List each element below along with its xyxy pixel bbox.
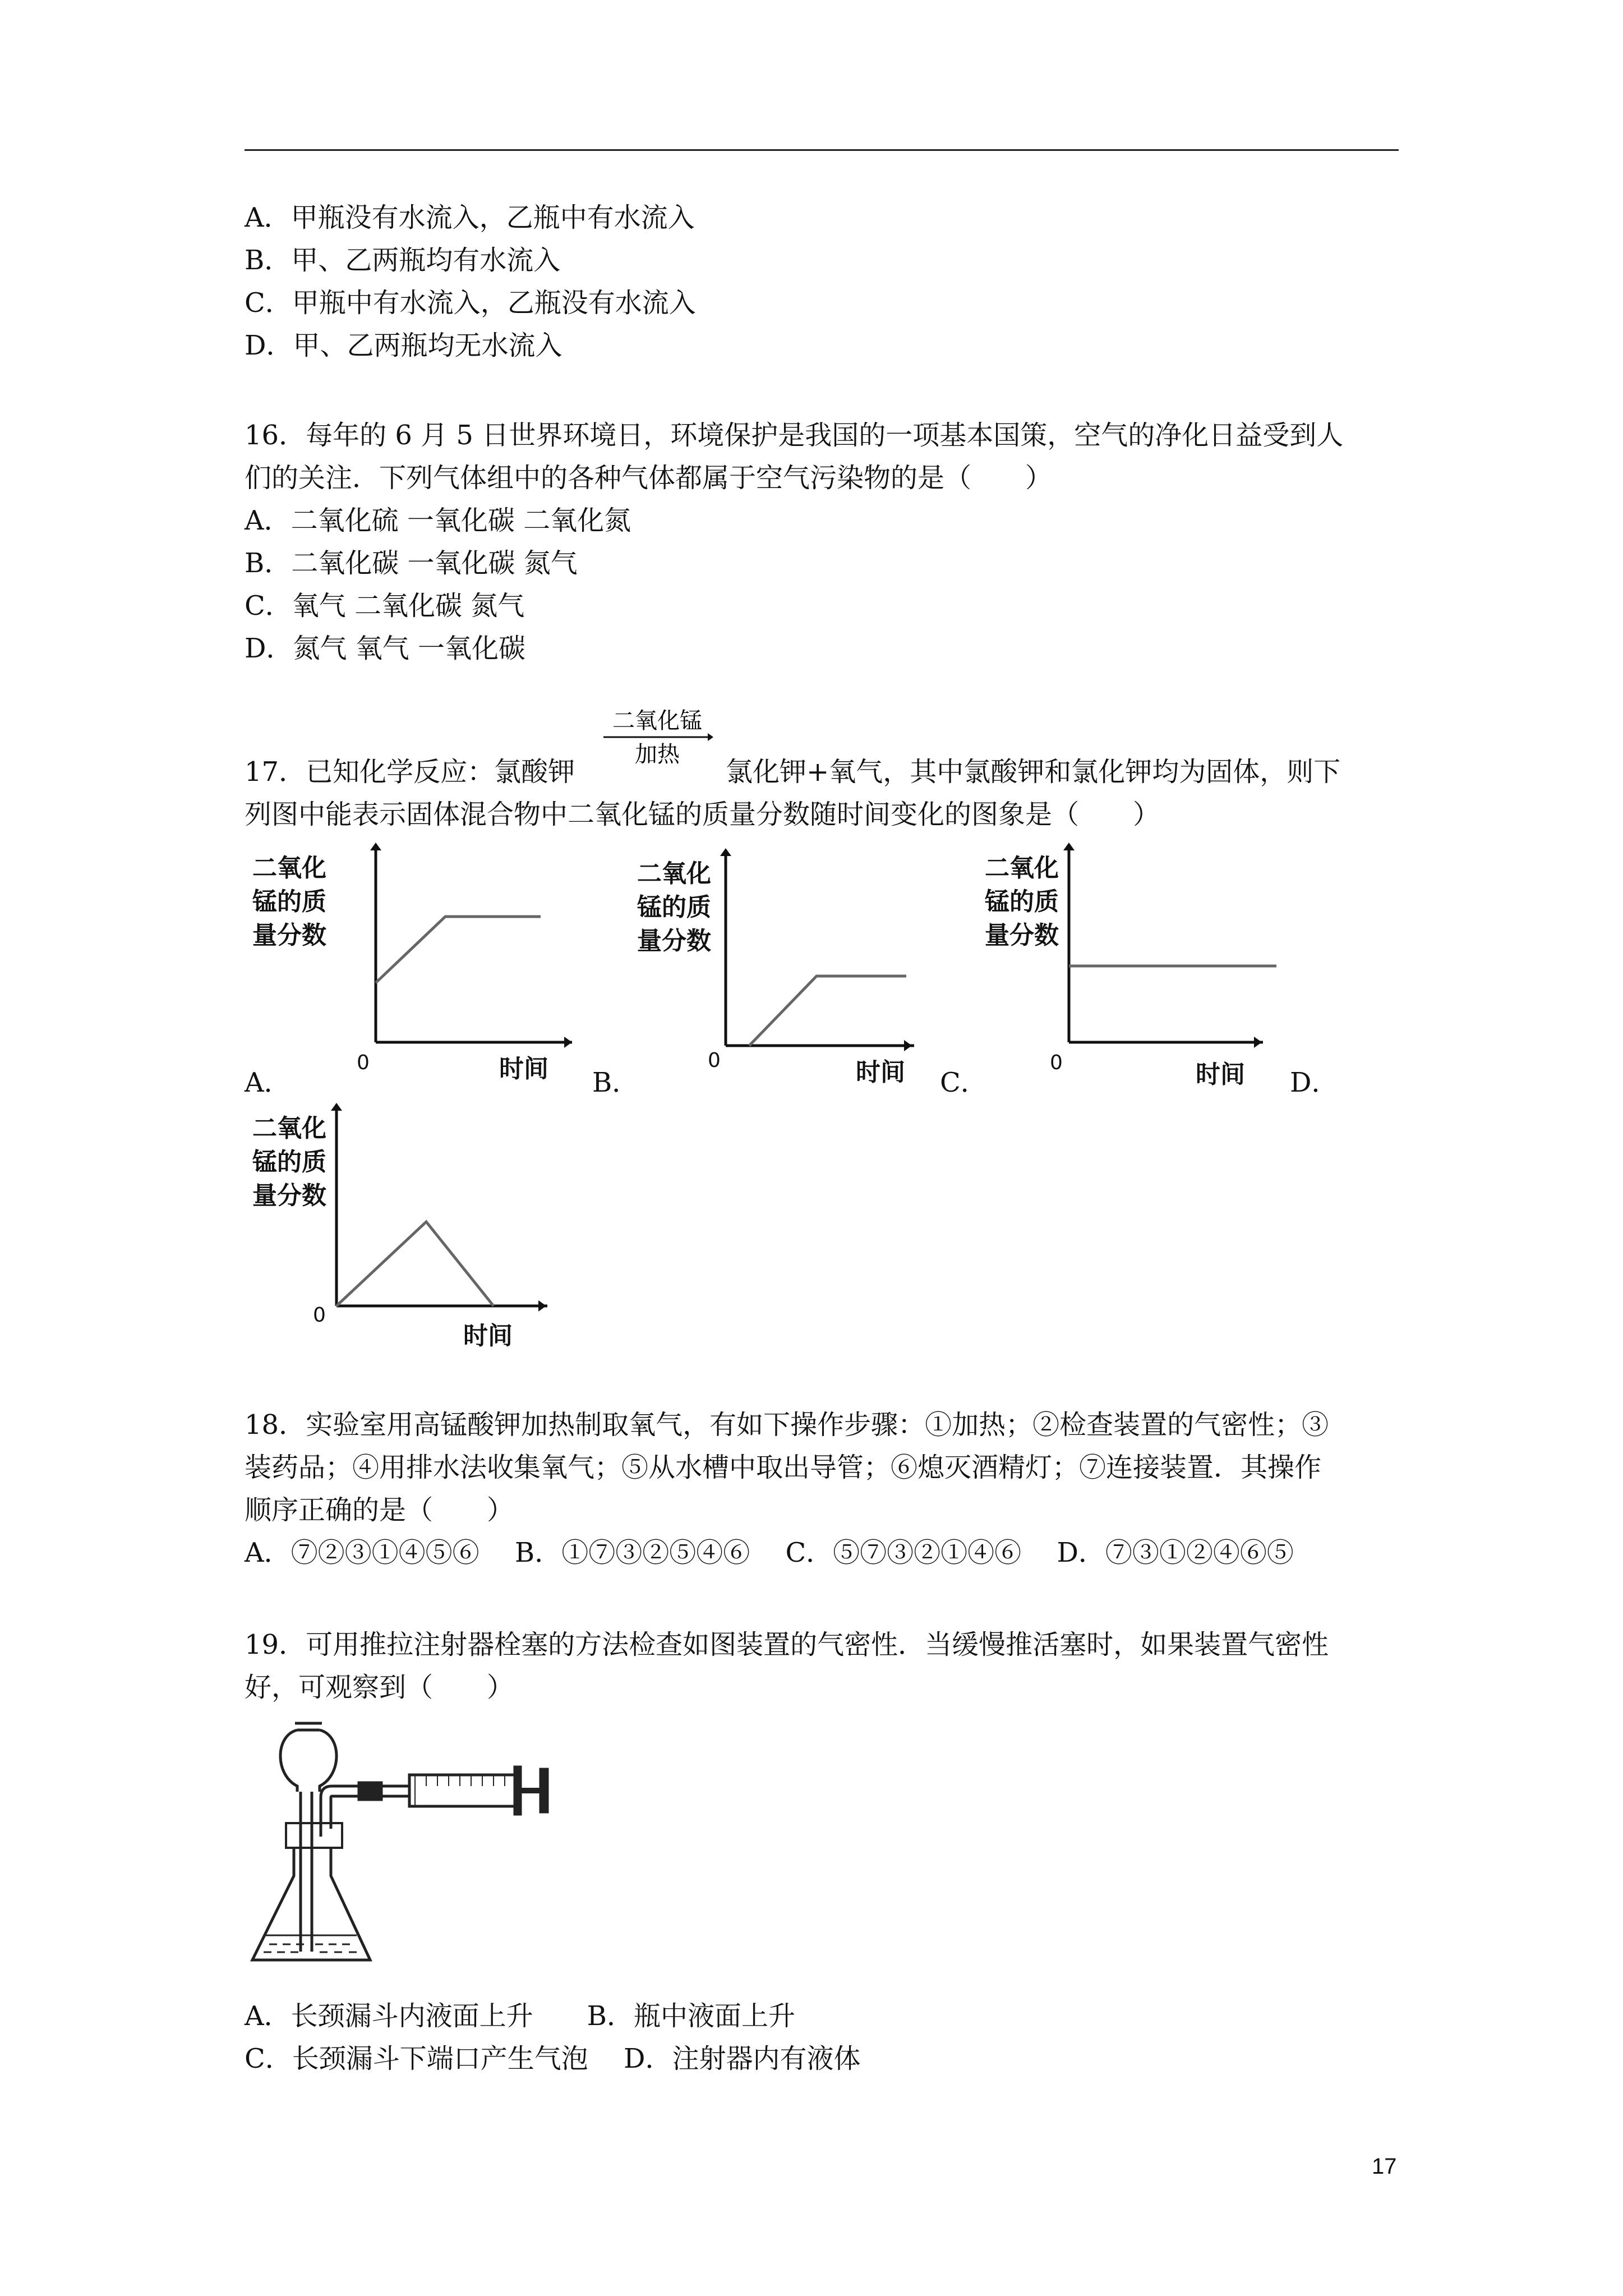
svg-text:锰的质: 锰的质 xyxy=(252,887,326,916)
graph-c-label: C． xyxy=(940,1067,988,1098)
svg-text:锰的质: 锰的质 xyxy=(985,887,1059,916)
svg-text:时间: 时间 xyxy=(856,1058,905,1087)
q16-stem-line1: 16．每年的 6 月 5 日世界环境日，环境保护是我国的一项基本国策，空气的净化日益受到人 xyxy=(245,420,1344,451)
q15-option-a: A．甲瓶没有水流入，乙瓶中有水流入 xyxy=(245,202,695,233)
q17-stem-line2: 列图中能表示固体混合物中二氧化锰的质量分数随时间变化的图象是（ ） xyxy=(245,799,1160,830)
q18-stem-line2: 装药品；④用排水法收集氧气；⑤从水槽中取出导管；⑥熄灭酒精灯；⑦连接装置．其操作 xyxy=(245,1452,1322,1483)
svg-text:量分数: 量分数 xyxy=(252,921,326,950)
reaction-condition-arrow xyxy=(601,706,713,767)
q16-stem-line2: 们的关注．下列气体组中的各种气体都属于空气污染物的是（ ） xyxy=(245,462,1053,494)
graph-a-curve xyxy=(376,917,541,983)
svg-text:量分数: 量分数 xyxy=(985,921,1059,950)
header-rule xyxy=(245,149,1399,151)
svg-text:二氧化: 二氧化 xyxy=(637,859,711,888)
graph-d-curve xyxy=(336,1222,494,1306)
svg-text:锰的质: 锰的质 xyxy=(637,893,711,922)
q16-option-d: D．氮气 氧气 一氧化碳 xyxy=(245,633,526,664)
svg-text:0: 0 xyxy=(357,1051,370,1074)
svg-text:二氧化: 二氧化 xyxy=(252,1114,326,1143)
q19-stem-line1: 19．可用推拉注射器栓塞的方法检查如图装置的气密性．当缓慢推活塞时，如果装置气密性 xyxy=(245,1629,1329,1660)
graph-c xyxy=(940,843,1276,1101)
q18-stem-line3: 顺序正确的是（ ） xyxy=(245,1494,514,1526)
svg-text:0: 0 xyxy=(708,1049,721,1072)
q19-stem-line2: 好，可观察到（ ） xyxy=(245,1672,514,1703)
q15-option-b: B．甲、乙两瓶均有水流入 xyxy=(245,245,561,276)
svg-text:时间: 时间 xyxy=(1196,1060,1245,1089)
svg-text:量分数: 量分数 xyxy=(637,927,711,955)
svg-text:时间: 时间 xyxy=(463,1322,513,1350)
graph-b-curve xyxy=(749,976,906,1046)
graph-d-label: D． xyxy=(1290,1067,1339,1098)
graph-a-label: A． xyxy=(245,1067,291,1098)
graph-b-label: B． xyxy=(592,1067,639,1098)
q19-options-row1: A．长颈漏斗内液面上升 B．瓶中液面上升 xyxy=(245,2000,795,2032)
svg-text:量分数: 量分数 xyxy=(252,1181,326,1210)
graph-b xyxy=(592,848,917,1106)
q17-stem-prefix: 17．已知化学反应：氯酸钾 xyxy=(245,756,575,788)
svg-text:时间: 时间 xyxy=(499,1055,548,1083)
q18-options: A．⑦②③①④⑤⑥ B．①⑦③②⑤④⑥ C．⑤⑦③②①④⑥ D．⑦③①②④⑥⑤ xyxy=(245,1537,1294,1568)
q16-option-c: C．氧气 二氧化碳 氮气 xyxy=(245,590,525,622)
q19-options-row2: C．长颈漏斗下端口产生气泡 D．注射器内有液体 xyxy=(245,2043,861,2074)
svg-text:二氧化: 二氧化 xyxy=(985,854,1059,882)
graph-a xyxy=(247,843,572,1101)
q16-option-b: B．二氧化碳 一氧化碳 氮气 xyxy=(245,547,578,579)
page-number: 17 xyxy=(1372,2154,1397,2179)
q15-option-c: C．甲瓶中有水流入，乙瓶没有水流入 xyxy=(245,287,696,319)
condition-catalyst-label: 二氧化锰 xyxy=(612,708,702,734)
apparatus-figure xyxy=(247,1713,572,1971)
condition-heat-label: 加热 xyxy=(635,742,680,767)
q16-option-a: A．二氧化硫 一氧化碳 二氧化氮 xyxy=(245,505,631,536)
q17-stem-suffix: 氯化钾+氧气，其中氯酸钾和氯化钾均为固体，则下 xyxy=(726,756,1341,788)
svg-text:锰的质: 锰的质 xyxy=(252,1148,326,1176)
svg-text:0: 0 xyxy=(313,1304,326,1327)
q18-stem-line1: 18．实验室用高锰酸钾加热制取氧气，有如下操作步骤：①加热；②检查装置的气密性；③ xyxy=(245,1409,1329,1441)
svg-text:0: 0 xyxy=(1050,1051,1063,1074)
q15-option-d: D．甲、乙两瓶均无水流入 xyxy=(245,330,562,361)
graph-d xyxy=(247,1103,561,1361)
svg-text:二氧化: 二氧化 xyxy=(252,854,326,882)
